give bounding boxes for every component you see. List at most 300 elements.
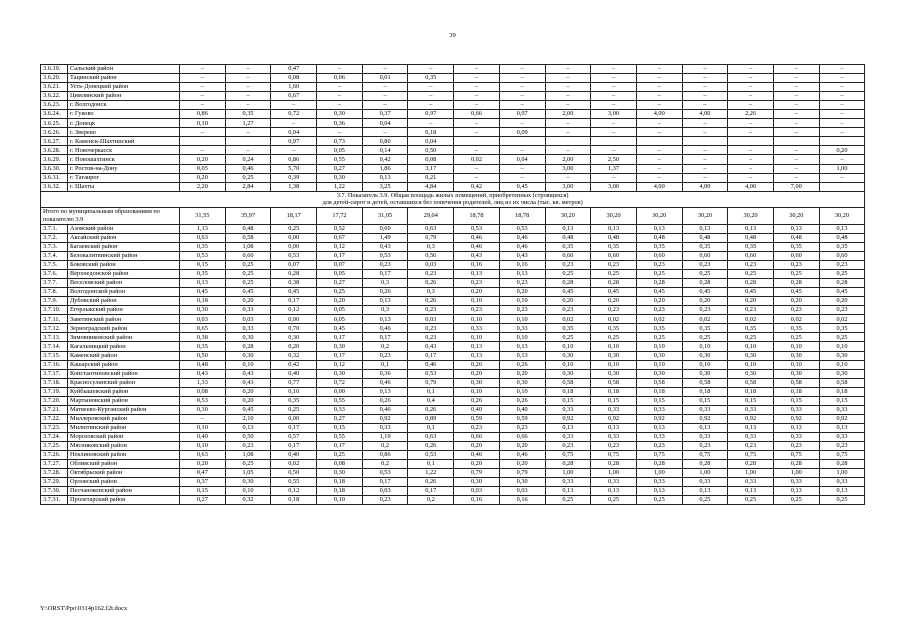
value-cell: 0,08 <box>271 74 317 83</box>
value-cell: 0,2 <box>362 441 408 450</box>
value-cell: 0,25 <box>317 451 363 460</box>
table-row <box>41 65 865 74</box>
value-cell: 0,15 <box>180 487 226 496</box>
value-cell: – <box>225 146 271 155</box>
value-cell: – <box>271 119 317 128</box>
value-cell: 0,35 <box>408 74 454 83</box>
row-code: 3.6.22. <box>41 92 68 101</box>
value-cell: 0,26 <box>362 288 408 297</box>
value-cell: – <box>682 74 728 83</box>
value-cell: 0,56 <box>408 251 454 260</box>
value-cell: 0,13 <box>682 487 728 496</box>
value-cell: 0,30 <box>317 342 363 351</box>
value-cell: 0,23 <box>728 306 774 315</box>
value-cell: – <box>636 128 682 137</box>
value-cell <box>636 137 682 146</box>
value-cell: 0,27 <box>180 496 226 505</box>
value-cell: – <box>591 101 637 110</box>
value-cell: – <box>545 92 591 101</box>
row-name: Заветинский район <box>68 315 180 324</box>
value-cell: – <box>454 164 500 173</box>
value-cell: 0,15 <box>545 396 591 405</box>
value-cell: 0,45 <box>317 324 363 333</box>
row-name: г. Донецк <box>68 119 180 128</box>
value-cell: 0,47 <box>180 469 226 478</box>
value-cell: – <box>362 128 408 137</box>
value-cell: 0,92 <box>682 414 728 423</box>
value-cell: 0,1 <box>408 423 454 432</box>
value-cell: 0,25 <box>728 333 774 342</box>
value-cell: – <box>636 155 682 164</box>
value-cell: 0,18 <box>545 387 591 396</box>
value-cell: 0,20 <box>225 387 271 396</box>
value-cell: 2,00 <box>545 110 591 119</box>
value-cell: – <box>591 119 637 128</box>
value-cell: 0,13 <box>773 224 819 233</box>
value-cell: 0,25 <box>225 279 271 288</box>
row-code: 3.6.30. <box>41 164 68 173</box>
value-cell: 0,46 <box>362 378 408 387</box>
row-name: г. Ростов-на-Дону <box>68 164 180 173</box>
value-cell: 0,36 <box>317 119 363 128</box>
value-cell: – <box>591 65 637 74</box>
table-row <box>41 119 865 128</box>
value-cell: 0,13 <box>591 224 637 233</box>
value-cell: 0,40 <box>454 405 500 414</box>
value-cell <box>819 182 865 191</box>
value-cell: – <box>454 146 500 155</box>
value-cell: 0,46 <box>362 324 408 333</box>
value-cell: 0,58 <box>591 378 637 387</box>
value-cell: 0,20 <box>180 155 226 164</box>
value-cell: 0,10 <box>499 387 545 396</box>
value-cell: 0,3 <box>362 306 408 315</box>
value-cell: 0,45 <box>271 288 317 297</box>
value-cell: – <box>271 101 317 110</box>
value-cell: 0,02 <box>773 315 819 324</box>
value-cell: 0,35 <box>636 242 682 251</box>
value-cell: 0,17 <box>408 351 454 360</box>
value-cell: 0,33 <box>728 432 774 441</box>
page-number: 39 <box>449 32 456 39</box>
value-cell: – <box>773 146 819 155</box>
row-name: г. Таганрог <box>68 173 180 182</box>
value-cell: 0,50 <box>180 351 226 360</box>
value-cell: – <box>819 101 865 110</box>
value-cell: 0,13 <box>499 342 545 351</box>
total-value-cell: 30,20 <box>728 207 774 224</box>
value-cell: 0,10 <box>545 360 591 369</box>
value-cell: 2,20 <box>180 182 226 191</box>
value-cell: – <box>728 65 774 74</box>
row-code: 3.7.29. <box>41 478 68 487</box>
value-cell: 0,60 <box>591 251 637 260</box>
value-cell: – <box>819 74 865 83</box>
row-code: 3.7.3. <box>41 242 68 251</box>
table-row <box>41 261 865 270</box>
value-cell: 0,33 <box>225 306 271 315</box>
value-cell: 0,25 <box>591 270 637 279</box>
value-cell: 0,48 <box>180 360 226 369</box>
row-name: Азовский район <box>68 224 180 233</box>
value-cell: 0,30 <box>819 351 865 360</box>
value-cell: 0,33 <box>499 324 545 333</box>
value-cell: 0,25 <box>545 333 591 342</box>
value-cell: – <box>362 101 408 110</box>
value-cell: 0,16 <box>499 261 545 270</box>
value-cell: 0,1 <box>408 460 454 469</box>
value-cell <box>773 137 819 146</box>
value-cell: 0,04 <box>499 155 545 164</box>
value-cell: 0,33 <box>636 432 682 441</box>
row-name: Аксайский район <box>68 233 180 242</box>
value-cell: 0,18 <box>180 297 226 306</box>
value-cell: 0,23 <box>819 261 865 270</box>
value-cell: – <box>499 119 545 128</box>
value-cell: 0,35 <box>819 324 865 333</box>
value-cell: – <box>819 119 865 128</box>
value-cell: 1,08 <box>225 242 271 251</box>
total-value-cell: 30,20 <box>819 207 865 224</box>
value-cell: 0,33 <box>225 324 271 333</box>
value-cell: 0,20 <box>225 396 271 405</box>
value-cell: 0,25 <box>728 496 774 505</box>
value-cell: 3,00 <box>545 182 591 191</box>
value-cell: 0,26 <box>454 360 500 369</box>
value-cell: 0,10 <box>636 360 682 369</box>
value-cell: – <box>636 92 682 101</box>
value-cell: 1,00 <box>773 469 819 478</box>
value-cell: 0,60 <box>728 251 774 260</box>
value-cell: 1,37 <box>591 164 637 173</box>
value-cell: 0,25 <box>773 333 819 342</box>
value-cell: 0,75 <box>636 451 682 460</box>
value-cell: 1,08 <box>225 451 271 460</box>
value-cell: – <box>636 119 682 128</box>
value-cell: 2,84 <box>225 182 271 191</box>
value-cell: 0,23 <box>545 261 591 270</box>
value-cell: 0,08 <box>180 387 226 396</box>
value-cell: 0,10 <box>682 342 728 351</box>
value-cell: – <box>454 128 500 137</box>
value-cell: 0,10 <box>636 342 682 351</box>
value-cell: 0,07 <box>271 261 317 270</box>
value-cell: 0,10 <box>773 360 819 369</box>
row-name: Мартыновский район <box>68 396 180 405</box>
value-cell: 0,60 <box>773 251 819 260</box>
value-cell: 0,13 <box>819 423 865 432</box>
value-cell: 0,20 <box>636 297 682 306</box>
value-cell: – <box>180 101 226 110</box>
value-cell: – <box>728 173 774 182</box>
value-cell: 0,23 <box>773 261 819 270</box>
value-cell: 0,23 <box>728 441 774 450</box>
value-cell: 0,58 <box>225 233 271 242</box>
value-cell: 0,46 <box>362 405 408 414</box>
value-cell: 0,50 <box>408 146 454 155</box>
value-cell: 1,60 <box>271 83 317 92</box>
value-cell: 0,23 <box>636 261 682 270</box>
value-cell: 0,25 <box>225 173 271 182</box>
value-cell: 0,75 <box>682 451 728 460</box>
value-cell: 0,26 <box>454 396 500 405</box>
value-cell: 0,17 <box>408 487 454 496</box>
value-cell: 0,18 <box>728 387 774 396</box>
value-cell: 0,25 <box>819 333 865 342</box>
value-cell: – <box>408 101 454 110</box>
value-cell: 0,60 <box>819 251 865 260</box>
value-cell: – <box>773 155 819 164</box>
value-cell: 0,27 <box>317 279 363 288</box>
value-cell: 0,10 <box>499 315 545 324</box>
value-cell: 0,12 <box>317 242 363 251</box>
value-cell: 0,30 <box>225 478 271 487</box>
value-cell: 0,23 <box>545 441 591 450</box>
value-cell: 0,92 <box>636 414 682 423</box>
value-cell: 0,92 <box>773 414 819 423</box>
value-cell: – <box>591 173 637 182</box>
value-cell: – <box>819 128 865 137</box>
value-cell: 0,18 <box>636 387 682 396</box>
value-cell: – <box>180 65 226 74</box>
value-cell: 0,05 <box>180 164 226 173</box>
value-cell: – <box>499 65 545 74</box>
value-cell: 0,53 <box>271 251 317 260</box>
row-code: 3.7.7. <box>41 279 68 288</box>
value-cell: 0,48 <box>591 233 637 242</box>
value-cell: 0,05 <box>317 306 363 315</box>
value-cell: – <box>682 101 728 110</box>
value-cell: 0,05 <box>317 270 363 279</box>
value-cell: 0,60 <box>682 251 728 260</box>
value-cell: 0,97 <box>408 110 454 119</box>
value-cell: 0,13 <box>499 351 545 360</box>
row-name: г. Зверево <box>68 128 180 137</box>
row-code: 3.6.24. <box>41 110 68 119</box>
value-cell: 1,22 <box>408 469 454 478</box>
value-cell: 0,28 <box>819 460 865 469</box>
value-cell: – <box>819 110 865 119</box>
row-code: 3.6.20. <box>41 74 68 83</box>
value-cell: 0,42 <box>454 182 500 191</box>
row-name: Красносулинский район <box>68 378 180 387</box>
row-name: г. Шахты <box>68 182 180 191</box>
value-cell: 0,46 <box>499 451 545 460</box>
value-cell: 0,25 <box>317 288 363 297</box>
value-cell: 0,75 <box>591 451 637 460</box>
value-cell: 0,25 <box>225 261 271 270</box>
value-cell: 0,20 <box>225 297 271 306</box>
table-row <box>41 242 865 251</box>
value-cell: 0,75 <box>773 451 819 460</box>
value-cell: – <box>225 128 271 137</box>
value-cell: 0,3 <box>362 279 408 288</box>
value-cell: – <box>317 101 363 110</box>
value-cell: 0,28 <box>636 460 682 469</box>
table-row <box>41 315 865 324</box>
row-name: Песчанокопский район <box>68 487 180 496</box>
value-cell: 0,25 <box>591 333 637 342</box>
value-cell: – <box>773 74 819 83</box>
value-cell <box>819 137 865 146</box>
value-cell: 0,30 <box>225 351 271 360</box>
value-cell: 0,70 <box>271 324 317 333</box>
value-cell: 0,17 <box>362 333 408 342</box>
value-cell: 0,33 <box>728 478 774 487</box>
table-row <box>41 173 865 182</box>
value-cell: 0,30 <box>271 333 317 342</box>
value-cell: 0,07 <box>317 261 363 270</box>
value-cell: 0,10 <box>773 342 819 351</box>
value-cell: – <box>545 119 591 128</box>
value-cell: 0,27 <box>317 414 363 423</box>
value-cell: 0,20 <box>454 441 500 450</box>
value-cell: 0,92 <box>728 414 774 423</box>
value-cell: 0,25 <box>225 460 271 469</box>
value-cell: 0,18 <box>408 128 454 137</box>
row-code: 3.7.31. <box>41 496 68 505</box>
value-cell: – <box>591 83 637 92</box>
value-cell: 0,13 <box>454 342 500 351</box>
value-cell: 0,33 <box>636 478 682 487</box>
value-cell: – <box>728 101 774 110</box>
value-cell: 0,10 <box>499 333 545 342</box>
file-path-footer: Y:\ORST\Ppo\0314p162.f2t.docx <box>40 605 128 612</box>
row-name: г. Новошахтинск <box>68 155 180 164</box>
value-cell: 0,18 <box>317 487 363 496</box>
value-cell: 0,37 <box>180 478 226 487</box>
table-row <box>41 487 865 496</box>
value-cell: – <box>591 74 637 83</box>
table-row <box>41 233 865 242</box>
value-cell: 0,30 <box>682 369 728 378</box>
value-cell: 0,30 <box>728 369 774 378</box>
value-cell: 0,04 <box>271 128 317 137</box>
value-cell: – <box>682 173 728 182</box>
value-cell: 2,00 <box>545 155 591 164</box>
row-name: Боковский район <box>68 261 180 270</box>
value-cell: 0,25 <box>728 270 774 279</box>
value-cell: 0,53 <box>180 396 226 405</box>
value-cell: – <box>499 83 545 92</box>
value-cell: 0,26 <box>362 396 408 405</box>
value-cell: 0,30 <box>728 351 774 360</box>
value-cell: 0,53 <box>499 224 545 233</box>
value-cell: – <box>819 173 865 182</box>
value-cell: 0,23 <box>591 261 637 270</box>
value-cell: 0,43 <box>408 342 454 351</box>
value-cell: – <box>636 146 682 155</box>
value-cell: 0,25 <box>225 270 271 279</box>
value-cell: 0,58 <box>728 378 774 387</box>
value-cell: 0,23 <box>454 279 500 288</box>
value-cell: – <box>225 101 271 110</box>
row-code: 3.7.12. <box>41 324 68 333</box>
table-row <box>41 251 865 260</box>
value-cell: 3,00 <box>591 182 637 191</box>
value-cell: 0,20 <box>454 460 500 469</box>
value-cell: 0,30 <box>591 351 637 360</box>
row-name: Неклиновский район <box>68 451 180 460</box>
value-cell: – <box>271 146 317 155</box>
value-cell: 0,28 <box>819 279 865 288</box>
value-cell: – <box>773 128 819 137</box>
value-cell: – <box>636 65 682 74</box>
value-cell: 0,25 <box>819 496 865 505</box>
value-cell: 0,13 <box>362 387 408 396</box>
value-cell: 0,30 <box>499 478 545 487</box>
value-cell: 0,33 <box>682 478 728 487</box>
value-cell: 0,09 <box>499 128 545 137</box>
row-code: 3.7.17. <box>41 369 68 378</box>
value-cell: – <box>225 74 271 83</box>
value-cell: 0,20 <box>682 297 728 306</box>
value-cell: – <box>819 155 865 164</box>
value-cell: 0,23 <box>773 306 819 315</box>
row-code: 3.7.25. <box>41 441 68 450</box>
value-cell: 0,25 <box>271 224 317 233</box>
value-cell: 0,28 <box>545 460 591 469</box>
value-cell: – <box>819 65 865 74</box>
table-row <box>41 182 865 191</box>
value-cell: 0,48 <box>819 233 865 242</box>
row-code: 3.7.18. <box>41 378 68 387</box>
value-cell: – <box>728 92 774 101</box>
value-cell: 0,33 <box>728 405 774 414</box>
value-cell: 0,20 <box>499 441 545 450</box>
value-cell: 0,60 <box>225 251 271 260</box>
value-cell: 0,20 <box>180 173 226 182</box>
row-code: 3.7.6. <box>41 270 68 279</box>
value-cell: 0,25 <box>636 333 682 342</box>
value-cell: 0,23 <box>636 306 682 315</box>
value-cell: 0,35 <box>225 110 271 119</box>
value-cell: 0,25 <box>682 496 728 505</box>
value-cell: 0,67 <box>271 92 317 101</box>
value-cell: 0,30 <box>545 351 591 360</box>
value-cell: 0,03 <box>408 261 454 270</box>
value-cell: – <box>180 74 226 83</box>
value-cell: 0,92 <box>362 414 408 423</box>
value-cell: 4,00 <box>636 182 682 191</box>
value-cell: 0,53 <box>362 469 408 478</box>
value-cell: – <box>180 128 226 137</box>
value-cell: 0,18 <box>271 496 317 505</box>
value-cell: 0,55 <box>317 396 363 405</box>
value-cell: 0,48 <box>636 233 682 242</box>
value-cell: 0,35 <box>180 270 226 279</box>
table-row <box>41 405 865 414</box>
value-cell: – <box>636 164 682 173</box>
value-cell: 0,18 <box>317 478 363 487</box>
row-name: г. Каменск-Шахтинский <box>68 137 180 146</box>
value-cell: 0,45 <box>682 288 728 297</box>
value-cell: 0,13 <box>819 224 865 233</box>
value-cell: 0,25 <box>545 270 591 279</box>
value-cell: 0,30 <box>317 369 363 378</box>
value-cell: 0,35 <box>591 324 637 333</box>
value-cell: 0,28 <box>225 342 271 351</box>
value-cell: – <box>636 101 682 110</box>
row-code: 3.7.19. <box>41 387 68 396</box>
value-cell: 1,05 <box>225 469 271 478</box>
value-cell: 0,57 <box>271 432 317 441</box>
value-cell: 0,55 <box>271 478 317 487</box>
value-cell: 0,27 <box>317 164 363 173</box>
value-cell: 0,02 <box>271 460 317 469</box>
value-cell: 0,58 <box>819 378 865 387</box>
value-cell: – <box>728 128 774 137</box>
